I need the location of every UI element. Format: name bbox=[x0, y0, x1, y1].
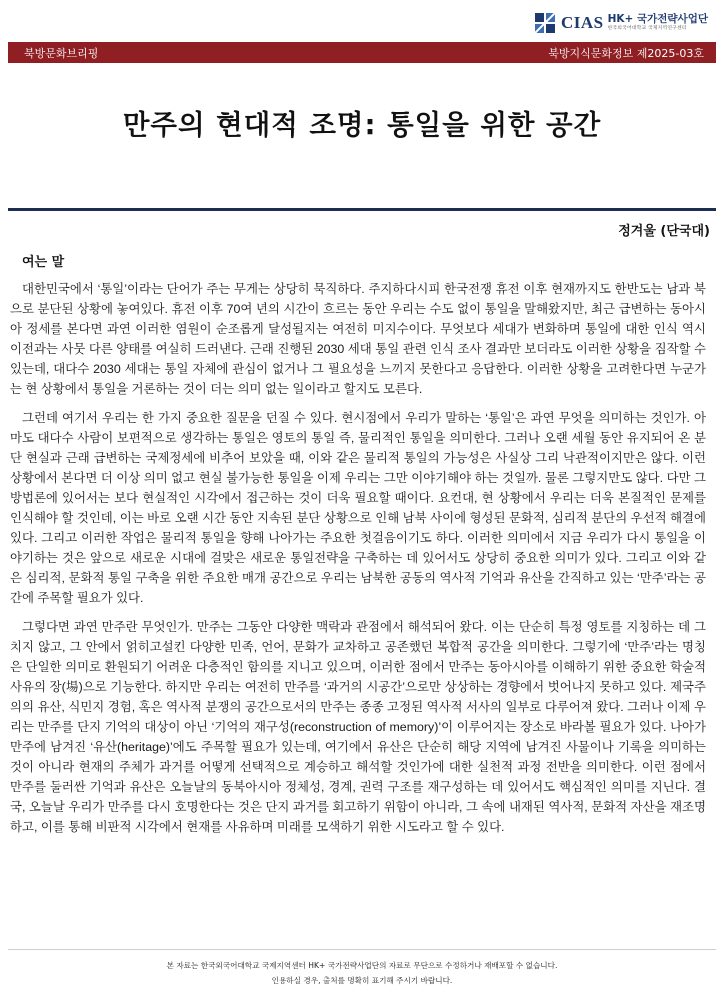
section-title: 여는 말 bbox=[22, 255, 65, 270]
series-label: 북방문화브리핑 bbox=[24, 46, 99, 60]
article-body bbox=[10, 279, 706, 846]
cias-logo bbox=[533, 11, 708, 35]
header-bar bbox=[8, 42, 716, 63]
paragraph: 대한민국에서 ‘통일’이라는 단어가 주는 무게는 상당히 묵직하다. 주지하다시피 한국전쟁 휴전 이후 현재까지도 한반도는 남과 북으로 분단된 상황에 놓여있다. 휴전 이후 70여 년의 시간이 흐르는 동안 우리는 수도 없이 통일을 말해왔지만, 최근 급변하는 동아시아 정세를 본다면 과연 이러한 염원이 순조롭게 달성될지는 여전히 미지수이다. 무엇보다 세대가 변화하며 통일에 대한 인식 역시 이전과는 사뭇 다른 양태를 여실히 드러낸다. 근래 진행된 2030 세대 통일 관련 인식 조사 결과만 보더라도 이러한 상황을 짐작할 수 있는데, 대다수 2030 세대는 통일 자체에 관심이 없거나 그 필요성을 느끼지 못한다고 응답한다. 이러한 상황을 고려한다면 누군가는 현 상황에서 통일을 거론하는 것이 더는 의미 없는 일이라고 할지도 모른다. bbox=[10, 282, 706, 397]
article-title: 만주의 현대적 조명: 통일을 위한 공간 bbox=[122, 109, 602, 141]
paragraph: 그런데 여기서 우리는 한 가지 중요한 질문을 던질 수 있다. 현시점에서 우리가 말하는 ‘통일’은 과연 무엇을 의미하는 것인가. 아마도 대다수 사람이 보편적으로 생각하는 통일은 영토의 통일 즉, 물리적인 통일을 의미한다. 그러나 오랜 세월 동안 유지되어 온 분단 현실과 근래 급변하는 국제정세에 비추어 보았을 때, 이와 같은 물리적 통일의 가능성은 사실상 그리 낙관적이지만은 않다. 이런 상황에서 본다면 더 이상 의미 없고 현실 불가능한 통일을 이제 우리는 그만 이야기해야 하는 것일까. 물론 그렇지만도 않다. 다만 그 방법론에 있어서는 보다 현실적인 시각에서 접근하는 것이 더욱 필요할 때이다. 요컨대, 현 상황에서 우리는 더욱 본질적인 문제를 인식해야 할 것인데, 이는 바로 오랜 시간 동안 지속된 분단 상황으로 인해 남북 사이에 형성된 문화적, 심리적 분단의 우선적 해결에 있다. 그리고 이러한 작업은 물리적 통일을 향해 나아가는 주요한 첫걸음이기도 하다. 이러한 의미에서 지금 우리가 다시 통일을 이야기하는 것은 앞으로 새로운 시대에 걸맞은 새로운 통일전략을 구축하는 데 있어서도 상당히 중요한 의미가 있다. 그리고 이와 같은 심리적, 문화적 통일 구축을 위한 주요한 매개 공간으로 우리는 남북한 공동의 역사적 기억과 유산을 간직하고 있는 ‘만주’라는 공간에 주목할 필요가 있다. bbox=[10, 410, 706, 606]
footer-divider bbox=[8, 949, 716, 950]
author: 정겨울 (단국대) bbox=[618, 224, 710, 239]
issue-label: 북방지식문화정보 제2025-03호 bbox=[548, 46, 704, 60]
paragraph: 그렇다면 과연 만주란 무엇인가. 만주는 그동안 다양한 맥락과 관점에서 해석되어 왔다. 이는 단순히 특정 영토를 지칭하는 데 그치지 않고, 그 안에서 얽히고설킨 다양한 민족, 언어, 문화가 교차하고 공존했던 복합적 공간을 의미한다. 그렇기에 ‘만주’라는 명칭은 단일한 의미로 환원되기 어려운 다층적인 함의를 지니고 있으며, 이러한 점에서 만주는 동아시아를 이해하기 위한 중요한 학술적 사유의 장(場)으로 기능한다. 하지만 우리는 여전히 만주를 ‘과거의 시공간’으로만 상상하는 경향에서 벗어나지 못하고 있다. 제국주의의 유산, 식민지 경험, 혹은 역사적 분쟁의 공간으로서의 만주는 종종 고정된 역사적 서사의 일부로 다루어져 왔다. 그러나 이제 우리는 만주를 단지 기억의 대상이 아닌 ‘기억의 재구성(reconstruction of memory)’이 이루어지는 장소로 바라볼 필요가 있다. 나아가 만주에 남겨진 ‘유산(heritage)’에도 주목할 필요가 있는데, 여기에서 유산은 단순히 해당 지역에 남겨진 사물이나 기록을 의미하는 것이 아니라 현재의 주체가 과거를 어떻게 선택적으로 계승하고 해석할 것인가에 대한 실천적 과정 전반을 의미한다. 이런 점에서 만주를 둘러싼 기억과 유산은 오늘날의 동북아시아 정체성, 경계, 권력 구조를 재구성하는 데 있어서도 핵심적인 의미를 지닌다. 결국, 오늘날 우리가 만주를 다시 호명한다는 것은 단지 과거를 회고하기 위함이 아니라, 그 속에 내재된 역사적, 문화적 자산을 재조명하고, 이를 통해 비판적 시각에서 현재를 사유하며 미래를 모색하기 위한 시도라고 할 수 있다. bbox=[10, 619, 707, 835]
logo-name: CIAS bbox=[560, 13, 604, 32]
logo-subtitle: 한국외국어대학교 국제지역연구센터 bbox=[607, 25, 687, 31]
logo-program: HK+ 국가전략사업단 bbox=[607, 13, 708, 26]
cias-logo-icon bbox=[533, 11, 557, 35]
footer-citation: 인용하실 경우, 출처를 명확히 표기해 주시기 바랍니다. bbox=[271, 976, 453, 985]
title-divider bbox=[8, 208, 716, 211]
footer-notice: 본 자료는 한국외국어대학교 국제지역센터 HK+ 국가전략사업단의 자료로 무단으로 수정하거나 재배포할 수 없습니다. bbox=[166, 961, 558, 970]
footer bbox=[0, 958, 724, 988]
